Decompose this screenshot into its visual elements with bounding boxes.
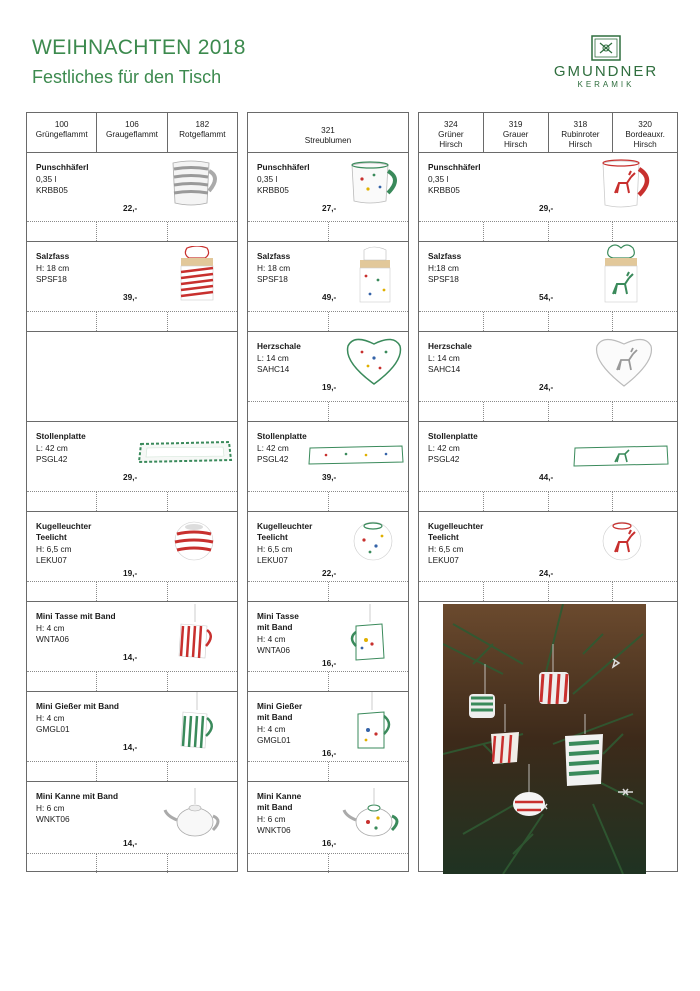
column-header xyxy=(27,113,237,153)
product-code: KRBB05 xyxy=(428,185,460,195)
header-cell-182: 182 Rotgeflammt xyxy=(179,120,226,139)
product-code: SPSF18 xyxy=(36,274,67,284)
product-code: KRBB05 xyxy=(36,185,68,195)
product-size: L: 14 cm xyxy=(257,353,289,363)
header-cell-319: 319 Grauer Hirsch xyxy=(484,113,549,152)
product-code: LEKU07 xyxy=(428,555,459,565)
order-row xyxy=(419,581,677,601)
order-row xyxy=(248,671,408,691)
header-cell-320: 320 Bordeauxr. Hirsch xyxy=(625,120,665,149)
order-row xyxy=(248,311,408,331)
mug-streublumen-icon xyxy=(346,159,404,207)
mini-teapot-white-icon xyxy=(163,788,225,844)
product-name: Stollenplatte xyxy=(428,431,478,441)
product-name: Kugelleuchter Teelicht xyxy=(257,521,313,542)
product-code: WNTA06 xyxy=(257,645,291,655)
order-row xyxy=(419,221,677,241)
heart-bowl-gray-deer-icon xyxy=(591,332,657,390)
order-row xyxy=(27,671,237,691)
product-code: SPSF18 xyxy=(257,274,288,284)
product-cell-herzschale xyxy=(419,332,677,422)
salt-box-green-deer-icon xyxy=(599,244,643,304)
product-cell-stollenplatte xyxy=(27,422,237,512)
product-cell-kugelleuchter xyxy=(248,512,408,602)
product-size: H: 6,5 cm xyxy=(36,544,72,554)
product-cell-mini-giesser xyxy=(248,692,408,782)
product-cell-stollenplatte xyxy=(248,422,408,512)
product-name: Stollenplatte xyxy=(36,431,86,441)
product-cell-stollenplatte xyxy=(419,422,677,512)
mini-creamer-streublumen-icon xyxy=(348,692,394,752)
product-code: SAHC14 xyxy=(428,364,461,374)
product-cell-punschhaeferl xyxy=(419,153,677,242)
brand-subname: KERAMIK xyxy=(577,80,635,89)
order-row xyxy=(27,761,237,781)
column-header xyxy=(419,113,677,153)
product-price: 22,- xyxy=(123,203,138,213)
header-cell-321: 321 Streublumen xyxy=(304,126,352,145)
salt-box-streublumen-icon xyxy=(352,246,398,304)
brand-logo xyxy=(548,35,664,89)
product-price: 39,- xyxy=(123,292,138,302)
product-price: 14,- xyxy=(123,652,138,662)
product-name: Mini Kanne mit Band xyxy=(257,791,302,812)
mini-cup-streublumen-icon xyxy=(348,604,392,662)
product-volume: 0,35 l xyxy=(36,174,57,184)
header-cell-106: 106 Graugeflammt xyxy=(97,113,167,152)
product-cell-punschhaeferl xyxy=(27,153,237,242)
product-cell-mini-kanne xyxy=(248,782,408,873)
product-size: L: 42 cm xyxy=(36,443,68,453)
product-name: Salzfass xyxy=(257,251,291,261)
platter-green-flamed-icon xyxy=(137,438,233,466)
product-size: H: 18 cm xyxy=(257,263,291,273)
order-row xyxy=(27,853,237,873)
product-name: Punschhäferl xyxy=(36,162,89,172)
product-code: LEKU07 xyxy=(36,555,67,565)
product-code: PSGL42 xyxy=(257,454,289,464)
order-row xyxy=(27,221,237,241)
product-code: KRBB05 xyxy=(257,185,289,195)
product-size: H: 4 cm xyxy=(36,713,65,723)
product-price: 14,- xyxy=(123,742,138,752)
product-code: PSGL42 xyxy=(428,454,460,464)
order-row xyxy=(248,221,408,241)
order-row xyxy=(248,401,408,421)
sphere-candle-red-icon xyxy=(171,516,217,562)
product-code: WNTA06 xyxy=(36,634,70,644)
product-name: Herzschale xyxy=(428,341,472,351)
sphere-candle-streublumen-icon xyxy=(350,516,396,562)
mug-red-deer-icon xyxy=(597,157,659,211)
product-name: Mini Gießer mit Band xyxy=(36,701,119,711)
product-cell-mini-kanne xyxy=(27,782,237,873)
product-code: WNKT06 xyxy=(36,814,70,824)
product-volume: 0,35 l xyxy=(257,174,278,184)
product-size: H: 4 cm xyxy=(257,724,286,734)
product-cell-salzfass xyxy=(419,242,677,332)
header-cell-318: 318 Rubinroter Hirsch xyxy=(549,113,614,152)
order-row xyxy=(248,581,408,601)
product-name: Stollenplatte xyxy=(257,431,307,441)
product-name: Herzschale xyxy=(257,341,301,351)
product-price: 16,- xyxy=(322,748,337,758)
product-cell-salzfass xyxy=(27,242,237,332)
header-cell-100: 100 Grüngeflammt xyxy=(27,113,97,152)
product-size: H: 6 cm xyxy=(257,814,286,824)
header-cell-324: 324 Grüner Hirsch xyxy=(419,113,484,152)
product-name: Punschhäferl xyxy=(257,162,310,172)
product-cell-mini-tasse xyxy=(248,602,408,692)
platter-green-deer-icon xyxy=(571,442,671,470)
order-row xyxy=(419,311,677,331)
product-size: L: 42 cm xyxy=(428,443,460,453)
product-name: Mini Tasse mit Band xyxy=(36,611,116,621)
catalog-title: WEIHNACHTEN 2018 xyxy=(32,36,246,59)
order-row xyxy=(27,311,237,331)
product-name: Mini Kanne mit Band xyxy=(36,791,119,801)
product-price: 16,- xyxy=(322,658,337,668)
order-row xyxy=(419,491,677,511)
product-cell-herzschale xyxy=(248,332,408,422)
product-size: H:18 cm xyxy=(428,263,459,273)
product-price: 16,- xyxy=(322,838,337,848)
product-price: 24,- xyxy=(539,568,554,578)
product-price: 24,- xyxy=(539,382,554,392)
empty-cell xyxy=(27,332,237,422)
mini-teapot-streublumen-icon xyxy=(342,788,404,844)
product-price: 49,- xyxy=(322,292,337,302)
mug-gray-striped-icon xyxy=(167,157,223,209)
product-name: Punschhäferl xyxy=(428,162,481,172)
column-geflammt xyxy=(26,112,238,872)
product-price: 19,- xyxy=(123,568,138,578)
order-row xyxy=(419,401,677,421)
order-row xyxy=(27,491,237,511)
product-price: 44,- xyxy=(539,472,554,482)
product-code: SPSF18 xyxy=(428,274,459,284)
product-price: 22,- xyxy=(322,568,337,578)
column-streublumen xyxy=(247,112,409,872)
order-row xyxy=(27,581,237,601)
ornaments-on-tree-icon xyxy=(443,604,646,874)
product-price: 14,- xyxy=(123,838,138,848)
product-price: 39,- xyxy=(322,472,337,482)
product-price: 29,- xyxy=(123,472,138,482)
product-cell-punschhaeferl xyxy=(248,153,408,242)
platter-streublumen-icon xyxy=(306,442,406,468)
product-name: Salzfass xyxy=(428,251,462,261)
product-size: H: 4 cm xyxy=(257,634,286,644)
heart-bowl-streublumen-icon xyxy=(342,332,406,388)
mini-cup-red-icon xyxy=(173,604,217,662)
order-row xyxy=(248,761,408,781)
product-price: 27,- xyxy=(322,203,337,213)
product-cell-salzfass xyxy=(248,242,408,332)
product-size: L: 14 cm xyxy=(428,353,460,363)
product-code: LEKU07 xyxy=(257,555,288,565)
product-cell-kugelleuchter xyxy=(419,512,677,602)
product-price: 19,- xyxy=(322,382,337,392)
product-size: H: 4 cm xyxy=(36,623,65,633)
product-size: H: 6 cm xyxy=(36,803,65,813)
mini-creamer-green-icon xyxy=(173,692,217,752)
product-size: H: 6,5 cm xyxy=(428,544,464,554)
product-name: Mini Tasse mit Band xyxy=(257,611,299,632)
product-name: Mini Gießer mit Band xyxy=(257,701,303,722)
christmas-tree-photo xyxy=(443,604,646,874)
product-size: H: 18 cm xyxy=(36,263,70,273)
product-name: Kugelleuchter Teelicht xyxy=(36,521,92,542)
product-name: Salzfass xyxy=(36,251,70,261)
product-cell-kugelleuchter xyxy=(27,512,237,602)
product-price: 29,- xyxy=(539,203,554,213)
logo-emblem-icon xyxy=(591,35,621,61)
product-name: Kugelleuchter Teelicht xyxy=(428,521,484,542)
product-cell-mini-giesser xyxy=(27,692,237,782)
product-price: 54,- xyxy=(539,292,554,302)
column-header xyxy=(248,113,408,153)
order-row xyxy=(248,491,408,511)
product-cell-mini-tasse xyxy=(27,602,237,692)
product-size: H: 6,5 cm xyxy=(257,544,293,554)
product-code: PSGL42 xyxy=(36,454,68,464)
brand-name: GMUNDNER xyxy=(553,63,659,80)
salt-box-red-striped-icon xyxy=(175,246,219,302)
sphere-candle-red-deer-icon xyxy=(599,516,645,562)
product-size: L: 42 cm xyxy=(257,443,289,453)
product-code: GMGL01 xyxy=(257,735,291,745)
order-row xyxy=(248,853,408,873)
product-volume: 0,35 l xyxy=(428,174,449,184)
product-code: GMGL01 xyxy=(36,724,70,734)
product-code: WNKT06 xyxy=(257,825,291,835)
catalog-subtitle: Festliches für den Tisch xyxy=(32,67,222,87)
product-code: SAHC14 xyxy=(257,364,290,374)
